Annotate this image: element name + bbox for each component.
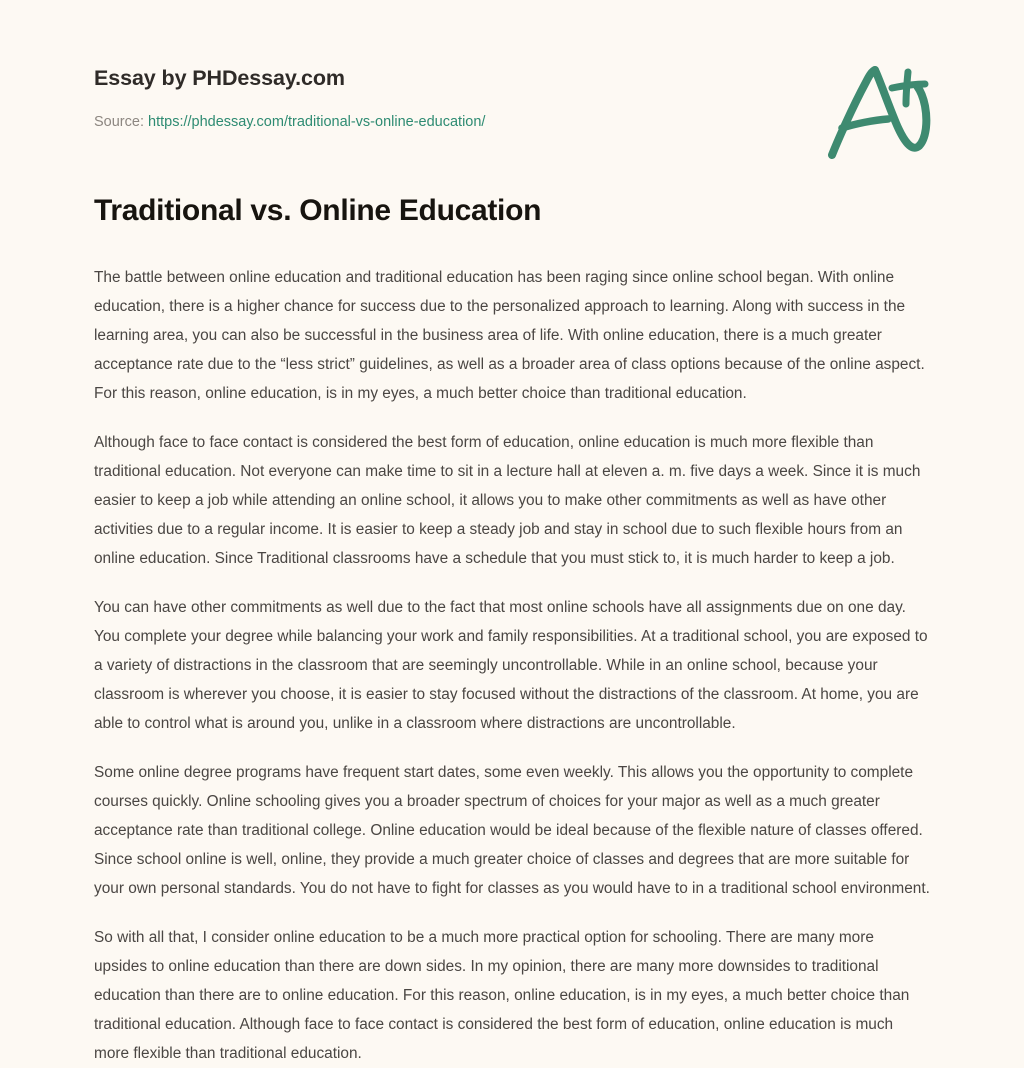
- paragraph: The battle between online education and traditional education has been raging since online school began. With online education, there is a higher chance for success due to the personalized approach to learning. Along with success in the learning area, you can also be successful in the business area of life. With online education, there is a much greater acceptance rate due to the “less strict” guidelines, as well as a broader area of class options because of the online aspect. For this reason, online education, is in my eyes, a much better choice than traditional education.: [94, 268, 925, 402]
- brand-title: Essay by PHDessay.com: [94, 66, 345, 90]
- phdessay-a-plus-logo: [822, 60, 934, 162]
- paragraph: So with all that, I consider online education to be a much more practical option for schooling. There are many more upsides to online education than there are down sides. In my opinion, there are many more downsides to traditional education than there are to online education. For this reason, online education, is in my eyes, a much better choice than traditional education. Although face to face contact is considered the best form of education, online education is much more flexible than traditional education.: [94, 928, 910, 1062]
- paragraph: You can have other commitments as well due to the fact that most online schools have all assignments due on one day. You complete your degree while balancing your work and family responsibilities. At a traditional school, you are exposed to a variety of distractions in the classroom that are seemingly uncontrollable. While in an online school, because your classroom is wherever you choose, it is easier to stay focused without the distractions of the classroom. At home, you are able to control what is around you, unlike in a classroom where distractions are uncontrollable.: [94, 598, 928, 732]
- a-plus-icon: [822, 60, 934, 162]
- page-title: Traditional vs. Online Education: [94, 194, 542, 228]
- page-header: [94, 0, 930, 132]
- article-body: [94, 263, 930, 1068]
- source-url-link[interactable]: https://phdessay.com/traditional-vs-online-education/: [148, 113, 486, 130]
- source-line: [94, 112, 930, 132]
- article: [94, 192, 930, 1068]
- paragraph: Although face to face contact is considered the best form of education, online education is much more flexible than traditional education. Not everyone can make time to sit in a lecture hall at eleven a. m. five days a week. Since it is much easier to keep a job while attending an online school, it allows you to make other commitments as well as have other activities due to a regular income. It is easier to keep a steady job and stay in school due to such flexible hours from an online education. Since Traditional classrooms have a schedule that you must stick to, it is much harder to keep a job.: [94, 433, 921, 567]
- source-label: Source:: [94, 113, 144, 130]
- paragraph: Some online degree programs have frequent start dates, some even weekly. This allows you the opportunity to complete courses quickly. Online schooling gives you a broader spectrum of choices for your major as well as a much greater acceptance rate than traditional college. Online education would be ideal because of the flexible nature of classes offered. Since school online is well, online, they provide a much greater choice of classes and degrees that are more suitable for your own personal standards. You do not have to fight for classes as you would have to in a traditional school environment.: [94, 763, 930, 897]
